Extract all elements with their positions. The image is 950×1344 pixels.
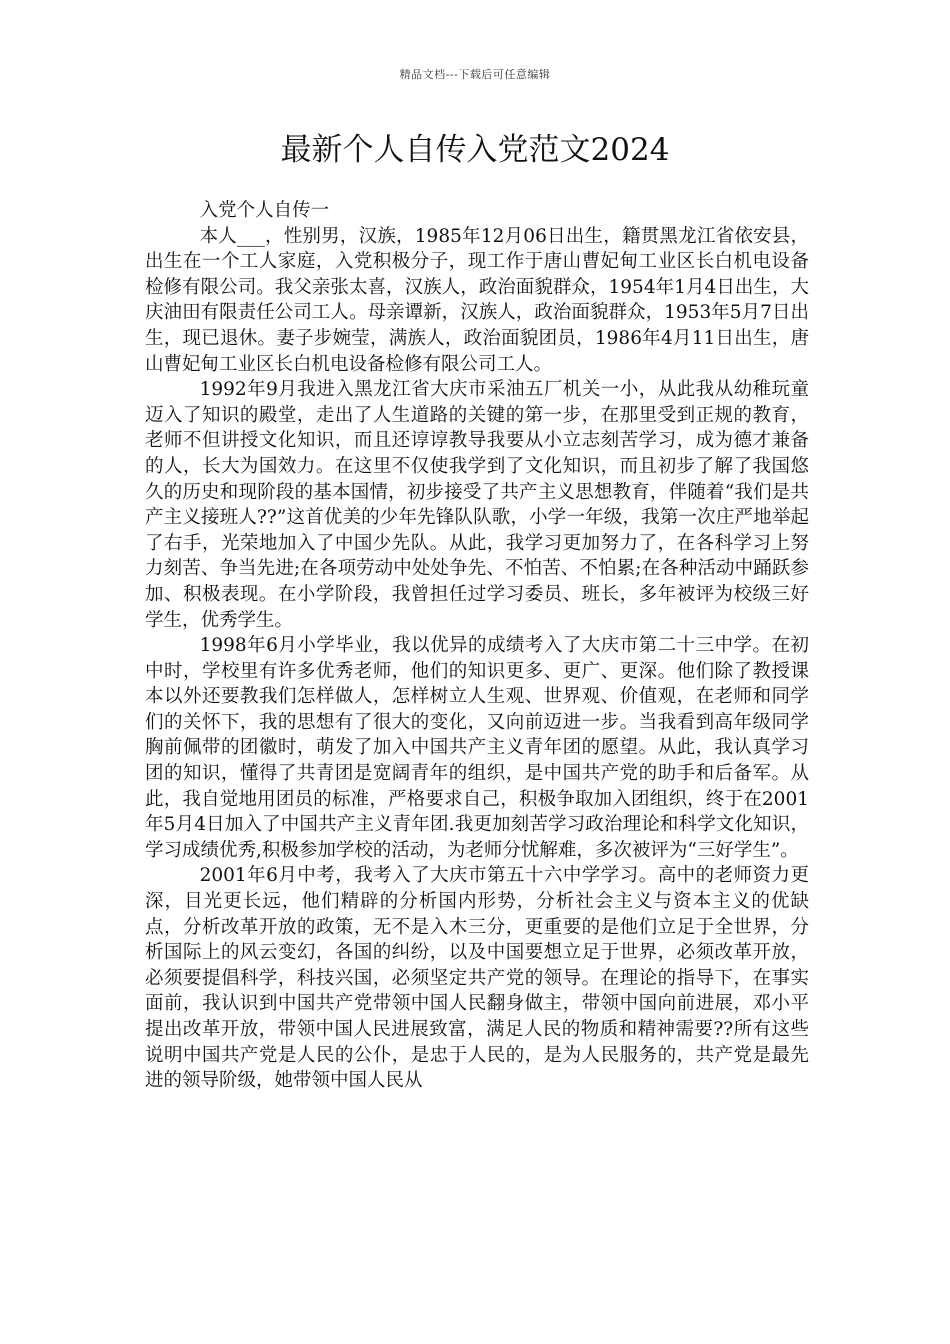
paragraph-middle-school: 1998年6月小学毕业，我以优异的成绩考入了大庆市第二十三中学。在初中时，学校里有许多优秀老师，他们的知识更多、更广、更深。他们除了教授课本以外还要教我们怎样做人，怎样树立人生观、世界观、价值观，在老师和同学们的关怀下，我的思想有了很大的变化，又向前迈进一步。当我看到高年级同学胸前佩带的团徽时，萌发了加入中国共产主义青年团的愿望。从此，我认真学习团的知识，懂得了共青团是宽阔青年的组织，是中国共产党的助手和后备军。从此，我自觉地用团员的标准，严格要求自己，积极争取加入团组织，终于在2001年5月4日加入了中国共产主义青年团.我更加刻苦学习政治理论和科学文化知识，学习成绩优秀,积极参加学校的活动，为老师分忧解难，多次被评为“三好学生”。 <box>145 635 809 861</box>
page-header-note: 精品文档---下载后可任意编辑 <box>399 68 551 81</box>
section-subheading: 入党个人自传一 <box>199 200 330 221</box>
paragraph-personal-info: 本人___，性别男，汉族，1985年12月06日出生，籍贯黑龙江省依安县，出生在一个工人家庭，入党积极分子，现工作于唐山曹妃甸工业区长白机电设备检修有限公司。我父亲张太喜，汉族人，政治面貌群众，1954年1月4日出生，大庆油田有限责任公司工人。母亲谭新，汉族人，政治面貌群众，1953年5月7日出生，现已退休。妻子步婉莹，满族人，政治面貌团员，1986年4月11日出生，唐山曹妃甸工业区长白机电设备检修有限公司工人。 <box>145 225 809 375</box>
paragraph-primary-school: 1992年9月我进入黑龙江省大庆市采油五厂机关一小，从此我从幼稚玩童迈入了知识的殿堂，走出了人生道路的关键的第一步，在那里受到正规的教育，老师不但讲授文化知识，而且还谆谆教导我要从小立志刻苦学习，成为德才兼备的人，长大为国效力。在这里不仅使我学到了文化知识，而且初步了解了我国悠久的历史和现阶段的基本国情，初步接受了共产主义思想教育，伴随着“我们是共产主义接班人??”这首优美的少年先锋队队歌，小学一年级，我第一次庄严地举起了右手，光荣地加入了中国少先队。从此，我学习更加努力了，在各科学习上努力刻苦、争当先进;在各项劳动中处处争先、不怕苦、不怕累;在各种活动中踊跃参加、积极表现。在小学阶段，我曾担任过学习委员、班长，多年被评为校级三好学生，优秀学生。 <box>145 379 809 631</box>
document-body <box>145 198 809 1094</box>
document-title: 最新个人自传入党范文2024 <box>280 132 670 168</box>
paragraph-high-school: 2001年6月中考，我考入了大庆市第五十六中学学习。高中的老师资力更深，目光更长远，他们精辟的分析国内形势，分析社会主义与资本主义的优缺点，分析改革开放的政策，无不是入木三分，更重要的是他们立足于全世界，分析国际上的风云变幻，各国的纠纷，以及中国要想立足于世界，必须改革开放，必须要提倡科学，科技兴国，必须坚定共产党的领导。在理论的指导下，在事实面前，我认识到中国共产党带领中国人民翻身做主，带领中国向前进展，邓小平提出改革开放，带领中国人民进展致富，满足人民的物质和精神需要??所有这些说明中国共产党是人民的公仆，是忠于人民的，是为人民服务的，共产党是最先进的领导阶级，她带领中国人民从 <box>145 865 809 1092</box>
